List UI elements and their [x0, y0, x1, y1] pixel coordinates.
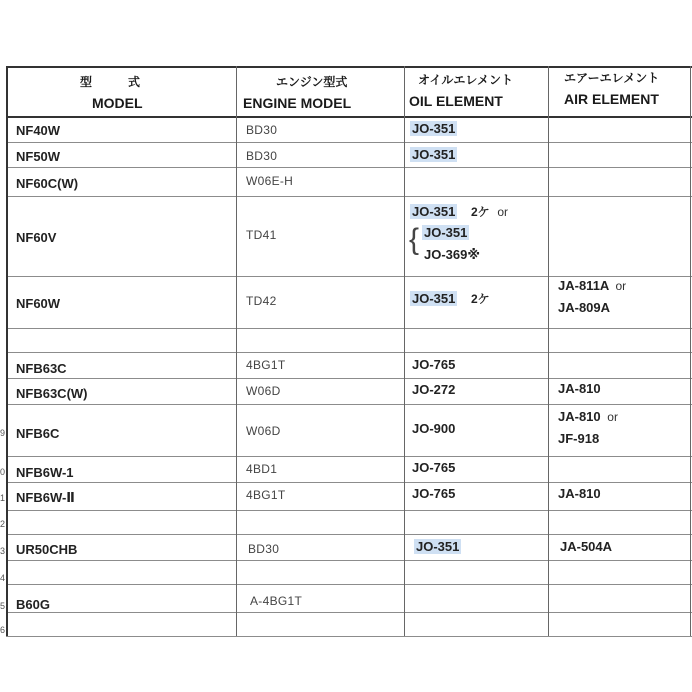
row-divider — [6, 534, 692, 535]
oil-element-cell: JO-272 — [412, 382, 456, 397]
oil-element-cell: JO-900 — [412, 421, 456, 436]
header-bottom-border — [6, 116, 692, 118]
oil-part-number: JO-351 — [412, 147, 456, 162]
engine-cell: W06D — [246, 384, 281, 398]
column-divider — [236, 66, 237, 636]
model-cell: NFB6W-1 — [16, 465, 74, 480]
air-alternative: JA-809A — [558, 300, 611, 315]
oil-part-number: JO-351 — [412, 121, 456, 136]
oil-element-cell — [410, 121, 457, 136]
engine-cell: BD30 — [246, 149, 278, 163]
alternative-brace: { — [409, 223, 420, 256]
engine-cell: 4BD1 — [246, 462, 278, 476]
engine-cell: W06D — [246, 424, 281, 438]
engine-cell: 4BG1T — [246, 358, 286, 372]
row-divider — [6, 636, 692, 637]
header-model-jp: 型 式 — [80, 75, 141, 89]
model-cell: NFB63C(W) — [16, 386, 88, 401]
oil-element-cell: JO-765 — [412, 486, 456, 501]
row-number: 5 — [0, 601, 6, 611]
air-part-number: JA-810 — [558, 409, 601, 424]
row-divider — [6, 276, 692, 277]
table-right-edge — [690, 66, 691, 636]
engine-cell: BD30 — [246, 123, 278, 137]
oil-quantity: 2ケ — [471, 205, 490, 219]
row-divider — [6, 456, 692, 457]
row-number: 3 — [0, 546, 6, 556]
oil-or-label: or — [497, 205, 508, 219]
row-divider — [6, 328, 692, 329]
row-divider — [6, 167, 692, 168]
air-element-cell: JA-504A — [560, 539, 613, 554]
model-cell: NFB63C — [16, 361, 67, 376]
oil-element-cell — [414, 539, 461, 554]
oil-alt-number: JO-351 — [424, 225, 468, 240]
model-cell: NF50W — [16, 149, 61, 164]
oil-part-number: JO-351 — [412, 291, 456, 306]
oil-element-cell — [410, 290, 490, 307]
column-divider — [548, 66, 549, 636]
air-element-cell: JA-810 — [558, 486, 601, 501]
header-air-en: AIR ELEMENT — [564, 91, 659, 107]
air-element-cell — [558, 409, 618, 424]
oil-element-cell: JO-765 — [412, 460, 456, 475]
oil-element-cell — [410, 147, 457, 162]
engine-cell: TD41 — [246, 228, 277, 242]
oil-element-cell: JO-765 — [412, 357, 456, 372]
model-cell: NF60W — [16, 296, 61, 311]
column-divider — [404, 66, 405, 636]
model-cell: UR50CHB — [16, 542, 78, 557]
air-element-cell: JA-810 — [558, 381, 601, 396]
header-oil-en: OIL ELEMENT — [409, 93, 503, 109]
row-divider — [6, 510, 692, 511]
table-top-border — [6, 66, 692, 68]
row-divider — [6, 482, 692, 483]
model-cell: NFB6W-Ⅱ — [16, 490, 75, 505]
header-air-jp: エアーエレメント — [564, 71, 660, 85]
oil-part-number: JO-351 — [416, 539, 460, 554]
row-number: 2 — [0, 519, 6, 529]
oil-part-number: JO-351 — [412, 204, 456, 219]
oil-alternative-1 — [422, 225, 469, 240]
model-cell: B60G — [16, 597, 50, 612]
engine-cell: TD42 — [246, 294, 277, 308]
engine-cell: W06E-H — [246, 174, 294, 188]
oil-quantity: 2ケ — [471, 292, 490, 306]
oil-alternative-2: JO-369※ — [424, 247, 480, 262]
engine-cell: 4BG1T — [246, 488, 286, 502]
row-divider — [6, 378, 692, 379]
header-engine-jp: エンジン型式 — [276, 75, 348, 89]
oil-element-cell — [410, 203, 508, 220]
air-or-label: or — [607, 410, 618, 424]
row-divider — [6, 560, 692, 561]
engine-cell: A-4BG1T — [250, 594, 303, 608]
model-cell: NF60C(W) — [16, 176, 79, 191]
row-divider — [6, 142, 692, 143]
header-model-en: MODEL — [92, 95, 143, 111]
row-number: 0 — [0, 467, 6, 477]
engine-cell: BD30 — [248, 542, 280, 556]
header-engine-en: ENGINE MODEL — [243, 95, 352, 111]
row-divider — [6, 404, 692, 405]
air-alternative: JF-918 — [558, 431, 600, 446]
row-divider — [6, 196, 692, 197]
row-divider — [6, 352, 692, 353]
air-part-number: JA-811A — [558, 278, 609, 293]
air-or-label: or — [615, 279, 627, 293]
model-cell: NF40W — [16, 123, 61, 138]
row-number: 9 — [0, 428, 6, 438]
model-cell: NFB6C — [16, 426, 60, 441]
model-cell: NF60V — [16, 230, 57, 245]
row-number: 1 — [0, 493, 6, 503]
row-divider — [6, 612, 692, 613]
row-number: 6 — [0, 625, 6, 635]
table-left-border — [6, 66, 8, 636]
row-divider — [6, 584, 692, 585]
air-element-cell — [558, 278, 626, 293]
row-number: 4 — [0, 573, 6, 583]
header-oil-jp: オイルエレメント — [418, 73, 514, 87]
